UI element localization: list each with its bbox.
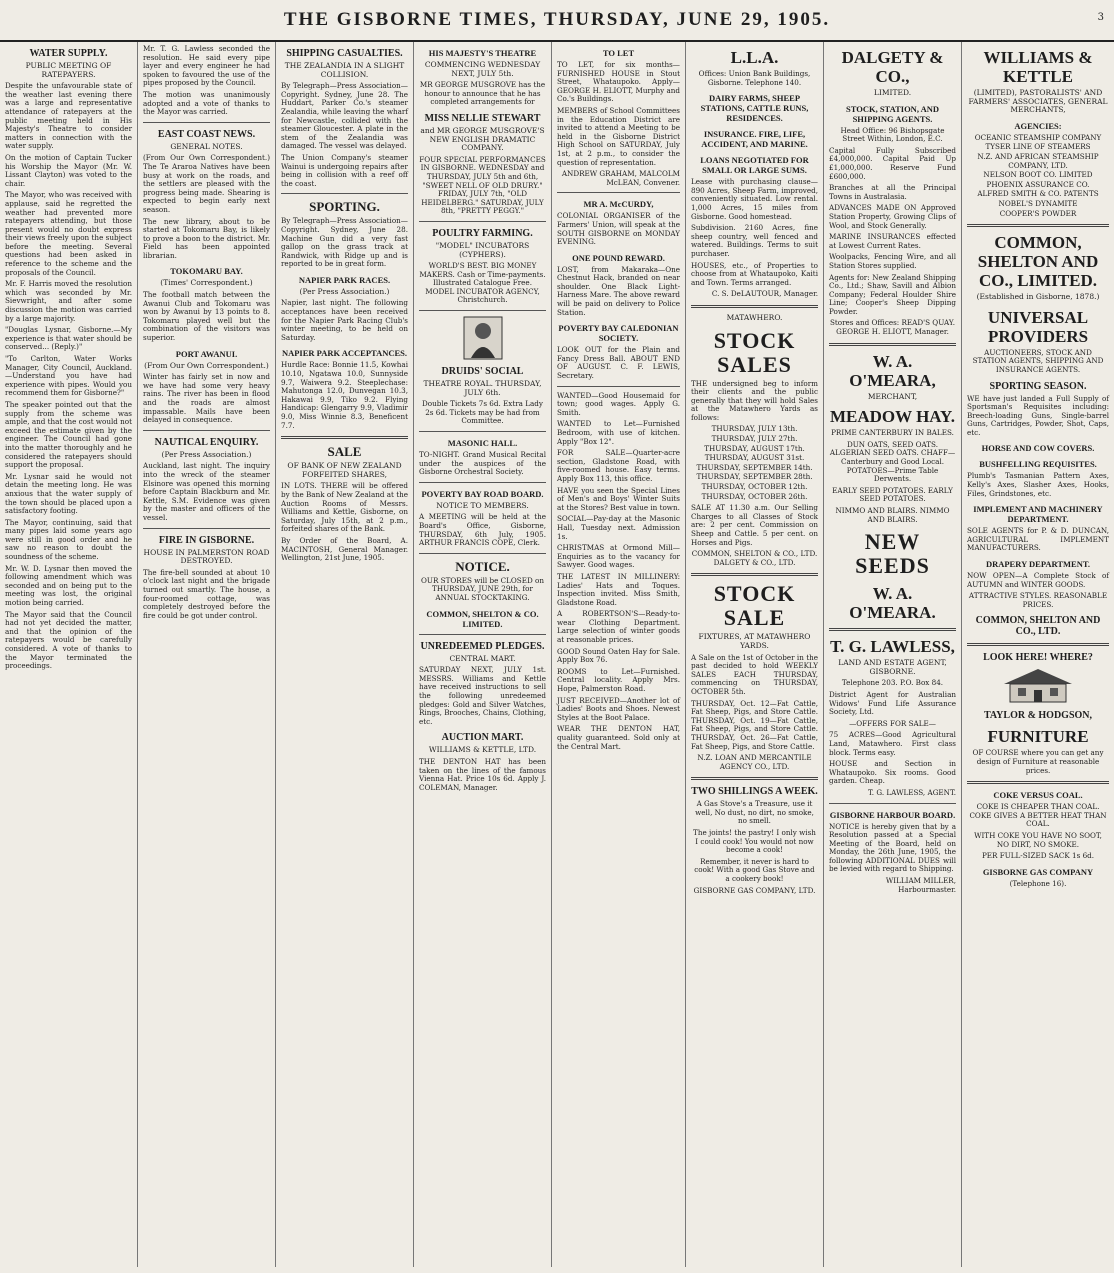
column-2 bbox=[138, 42, 276, 1267]
divider bbox=[557, 386, 680, 387]
divider bbox=[419, 310, 546, 311]
heading-two-shillings: TWO SHILLINGS A WEEK. bbox=[691, 786, 818, 798]
advert-text: COMMON, SHELTON & CO., LTD. DALGETY & CO., LTD. bbox=[691, 549, 818, 567]
advert-text: —OFFERS FOR SALE— bbox=[849, 718, 936, 728]
heading-omeara-2: W. A. O'MEARA. bbox=[849, 584, 936, 623]
subheading-theatre: COMMENCING WEDNESDAY NEXT, JULY 5th. bbox=[424, 60, 541, 78]
advert-text: 75 ACRES—Good Agricultural Land, Matawhero. First class block. Terms easy. bbox=[829, 730, 956, 757]
heading-drapery: DRAPERY DEPARTMENT. bbox=[985, 559, 1091, 570]
advert-text: HOUSE and Section in Whataupoko. Six rooms. Good garden. Cheap. bbox=[829, 759, 956, 786]
column-4 bbox=[414, 42, 552, 1267]
heading-sporting-season: SPORTING SEASON. bbox=[989, 380, 1087, 392]
article-paragraph: The Mayor, continuing, said that many pipes laid some years ago were still in good order and he saw no reason to doubt the soundness of the scheme. bbox=[5, 517, 132, 562]
classified-ad: ROOMS to Let—Furnished. Central locality. Apply Mrs. Hope, Palmerston Road. bbox=[557, 666, 680, 694]
divider bbox=[419, 634, 546, 635]
sale-date-item: THURSDAY, OCTOBER 12th. bbox=[701, 482, 808, 492]
subheading-press-association: (Per Press Association.) bbox=[299, 286, 390, 296]
heading-taylor-hodgson: TAYLOR & HODGSON, bbox=[983, 710, 1093, 722]
sale-date-item: THURSDAY, JULY 13th. bbox=[711, 424, 798, 434]
heading-matawhero: MATAWHERO. bbox=[726, 312, 783, 322]
divider bbox=[829, 803, 956, 804]
heading-look-here: LOOK HERE! WHERE? bbox=[983, 652, 1093, 664]
sale-date-item: THURSDAY, AUGUST 31st. bbox=[704, 453, 805, 463]
heading-shipping-casualties: SHIPPING CASUALTIES. bbox=[286, 48, 403, 59]
heading-meadow-hay: MEADOW HAY. bbox=[829, 407, 955, 427]
sale-date-item: THURSDAY, AUGUST 17th. bbox=[704, 443, 805, 453]
advert-text: District Agent for Australian Widows' Fund Life Assurance Society, Ltd. bbox=[829, 689, 956, 717]
advert-text: OUR STORES will be CLOSED on THURSDAY, JUNE 29th, for ANNUAL STOCKTAKING. bbox=[421, 575, 544, 602]
advert-text: NOTICE is hereby given that by a Resolution passed at a Special Meeting of the Board, held on Monday, the 26th June, 1905, the following ADDITIONAL DUES will be levied with regard to Shipping. bbox=[829, 821, 956, 874]
article-paragraph: (From Our Own Correspondent.) The Te Araroa Natives have been busy at work on the roads, and the settlers are pleased with the progress being made. Shearing is expected to begin early next season. bbox=[143, 153, 270, 214]
heading-east-coast-news: EAST COAST NEWS. bbox=[157, 128, 256, 140]
heading-implement: IMPLEMENT AND MACHINERY DEPARTMENT. bbox=[973, 504, 1103, 525]
divider bbox=[829, 628, 956, 631]
advert-text: HOUSES, etc., of Properties to choose from at Whataupoko, Kaiti and Town. Terms arranged. bbox=[691, 260, 818, 287]
sale-date-item: THURSDAY, JULY 27th. bbox=[711, 434, 798, 444]
advert-text: WORLD'S BEST. BIG MONEY MAKERS. Cash or Time-payments. Illustrated Catalogue Free. MODEL INCUBATOR AGENCY, Christchurch. bbox=[419, 261, 546, 305]
classified-ad: WANTED to Let—Furnished Bedroom, with use of kitchen. Apply "Box 12". bbox=[557, 419, 680, 446]
article-paragraph: Mr. T. G. Lawless seconded the resolution. He said every pipe layer and every engineer he had spoken to favoured the use of the pipes proposed by the Council. bbox=[143, 44, 270, 88]
divider bbox=[967, 781, 1109, 784]
advert-text: Capital Fully Subscribed £4,000,000. Capital Paid Up £1,000,000. Reserve Fund £600,000. bbox=[829, 145, 956, 181]
subheading-lawless: LAND AND ESTATE AGENT, GISBORNE. bbox=[838, 658, 947, 676]
article-paragraph: Despite the unfavourable state of the weather last evening there was a large and representative attendance of ratepayers at the public meeting held in His Majesty's Theatre to consider matters in connection with the water supply. bbox=[5, 81, 132, 151]
article-paragraph: By Telegraph—Press Association—Copyright. Sydney, June 28. Machine Gun did a very fast gallop on the grass track at Randwick, with Ridge up and is reported to be in great form. bbox=[281, 216, 408, 269]
heading-dalgety: DALGETY & CO., bbox=[841, 48, 944, 86]
advert-text: NIMMO AND BLAIRS. NIMMO AND BLAIRS. bbox=[835, 506, 950, 524]
divider bbox=[143, 430, 270, 431]
advert-text: PRIME CANTERBURY IN BALES. bbox=[831, 428, 954, 438]
heading-agencies: AGENCIES: bbox=[1014, 120, 1062, 131]
article-paragraph: "Douglas Lysnar, Gisborne.—My experience is that water should be conserved... (Reply.)" bbox=[5, 325, 132, 352]
heading-dairy-farms: DAIRY FARMS, SHEEP STATIONS, CATTLE RUNS, RESIDENCES. bbox=[700, 93, 809, 124]
advert-text: THE DENTON HAT has been taken on the lines of the famous Vienna Hat. Price 10s 6d. Apply J. COLEMAN, Manager. bbox=[419, 756, 546, 792]
heading-stock-sale: STOCK SALE bbox=[713, 581, 796, 631]
advert-text: N.Z. LOAN AND MERCANTILE AGENCY CO., LTD. bbox=[697, 753, 812, 771]
subheading-fixtures: FIXTURES, AT MATAWHERO YARDS. bbox=[698, 632, 811, 650]
heading-coke-versus-coal: COKE VERSUS COAL. bbox=[993, 790, 1083, 801]
article-paragraph: Mr. W. D. Lysnar then moved the following amendment which was seconded and on being put to the meeting was lost, the original motion being carried. bbox=[5, 563, 132, 608]
advert-text: Agents for: New Zealand Shipping Co., Ltd.; Shaw, Savill and Albion Company; Federal Houlder Shire Line; Cooper's Sheep Dipping Powder. bbox=[829, 272, 956, 316]
subheading-press-association: (Per Press Association.) bbox=[161, 449, 252, 459]
sale-date-item: THURSDAY, SEPTEMBER 14th. bbox=[696, 462, 813, 472]
divider bbox=[419, 482, 546, 483]
agency-item: TYSER LINE OF STEAMERS bbox=[985, 142, 1091, 152]
subheading-fire: HOUSE IN PALMERSTON ROAD DESTROYED. bbox=[143, 547, 270, 566]
classified-ad: CHRISTMAS at Ormond Mill—Enquiries as to the vacancy for Sawyer. Good wages. bbox=[557, 543, 680, 570]
advert-text: Double Tickets 7s 6d. Extra Lady 2s 6d. Tickets may be had from Committee. bbox=[422, 399, 543, 426]
agency-item: N.Z. AND AFRICAN STEAMSHIP COMPANY, LTD. bbox=[977, 151, 1099, 170]
advert-text: WILLIAM MILLER, Harbourmaster. bbox=[885, 876, 956, 894]
subheading-merchant: MERCHANT, bbox=[867, 391, 918, 401]
divider bbox=[419, 553, 546, 554]
advert-text: NOW OPEN—A Complete Stock of AUTUMN and WINTER GOODS. bbox=[967, 571, 1109, 589]
advert-text: THE undersigned beg to inform their clients and the public generally that they will hold Sales at the Matawhero Yards as follows: bbox=[691, 378, 818, 422]
heading-furniture: FURNITURE bbox=[987, 727, 1089, 747]
heading-port-awanui: PORT AWANUI. bbox=[175, 348, 238, 359]
divider bbox=[967, 643, 1109, 646]
heading-common-shelton: COMMON, SHELTON & CO. LIMITED. bbox=[426, 608, 539, 629]
advert-text: EARLY SEED POTATOES. EARLY SEED POTATOES. bbox=[832, 485, 953, 504]
article-paragraph: The Mayor, who was received with applause, said he regretted the weather had prevented more ratepayers attending, but those present would no doubt express their views freely upon the subject before the meeting. Several questions had been asked in reference to the scheme and the proposals of the Council. bbox=[5, 190, 132, 277]
druid-portrait-illustration bbox=[463, 316, 503, 360]
advert-text: SATURDAY NEXT, JULY 1st. MESSRS. Williams and Kettle have received instructions to sell the following unredeemed pledges: Gold and Silver Watches, Rings, Brooches, Chains, Clothing, etc. bbox=[419, 665, 546, 726]
article-paragraph: Hurdle Race: Bonnie 11.5, Kowhai 10.10, Ngatawa 10.0, Sunnyside 9.7, Waiwera 9.2. Steeplechase: Mahutonga 12.0, Dunvegan 10.3, Hakawai 9.9, Tiko 9.2. Flying Handicap: Glengarry 9.9, Vladimir 9.0, Miss Winnie 8.3, Beneficent 7.7. bbox=[281, 360, 408, 430]
advert-text: Woolpacks, Fencing Wire, and all Station Stores supplied. bbox=[829, 252, 956, 270]
agency-item: PHOENIX ASSURANCE CO. bbox=[986, 179, 1090, 189]
advert-text: (Telephone 16). bbox=[1009, 878, 1067, 888]
advert-text: MARINE INSURANCES effected at Lowest Current Rates. bbox=[829, 232, 956, 250]
agency-item: ALFRED SMITH & CO. PATENTS bbox=[977, 189, 1099, 199]
article-paragraph: Napier, last night. The following acceptances have been received for the Napier Park Racing Club's winter meeting, to be held on Saturday. bbox=[281, 298, 408, 342]
heading-druids-social: DRUIDS' SOCIAL bbox=[441, 366, 524, 378]
article-paragraph: On the motion of Captain Tucker his Worship the Mayor (Mr. W. Lissant Clayton) was voted to the chair. bbox=[5, 152, 132, 188]
heading-sale: SALE bbox=[327, 444, 362, 460]
advert-text: Plumb's Tasmanian Pattern Axes, Kelly's Axes, Slasher Axes, Hooks, Files, Grindstones, etc. bbox=[967, 471, 1109, 498]
agency-item: COOPER'S POWDER bbox=[999, 208, 1077, 218]
sale-dates-list bbox=[691, 425, 818, 501]
heading-to-let: TO LET bbox=[602, 48, 635, 58]
subheading-druids: THEATRE ROYAL. THURSDAY, JULY 6th. bbox=[423, 379, 542, 397]
advert-text: C. S. DeLAUTOUR, Manager. bbox=[711, 289, 818, 299]
heading-horse-covers: HORSE AND COW COVERS. bbox=[981, 443, 1095, 454]
heading-dalgety-agents: STOCK, STATION, AND SHIPPING AGENTS. bbox=[845, 103, 940, 124]
classified-ad: LOOK OUT for the Plain and Fancy Dress Ball. ABOUT END OF AUGUST. C. F. LEWIS, Secretary. bbox=[557, 345, 680, 381]
advert-text: SALE AT 11.30 a.m. Our Selling Charges to all Classes of Stock are: 2 per cent. Commission on Sheep and Cattle. 5 per cent. on Horses and Pigs. bbox=[691, 503, 818, 547]
subheading-incubators: "MODEL" INCUBATORS (CYPHERS). bbox=[435, 240, 530, 259]
article-paragraph: Mr. F. Harris moved the resolution which was seconded by Mr. Sievwright, and after some discussion the motion was carried by a large majority. bbox=[5, 279, 132, 323]
divider bbox=[967, 224, 1109, 227]
subheading-company: and MR GEORGE MUSGROVE'S NEW ENGLISH DRAMATIC COMPANY. bbox=[420, 125, 545, 153]
advert-text: Telephone 203. P.O. Box 84. bbox=[841, 678, 944, 688]
heading-reward: ONE POUND REWARD. bbox=[572, 252, 665, 263]
subheading-zealandia: THE ZEALANDIA IN A SLIGHT COLLISION. bbox=[284, 61, 405, 79]
advert-text: Head Office: 96 Bishopsgate Street Within, London, E.C. bbox=[840, 125, 945, 144]
divider bbox=[557, 192, 680, 193]
advert-text: A Sale on the 1st of October in the past decided to hold WEEKLY SALES EACH THURSDAY, commencing on THURSDAY, OCTOBER 5th. bbox=[691, 652, 818, 696]
article-paragraph: The Union Company's steamer Wainui is undergoing repairs after being in collision with a reef off the coast. bbox=[281, 152, 408, 188]
classified-ad: TO LET, for six months—FURNISHED HOUSE in Stout Street, Whataupoko. Apply—GEORGE H. ELIOTT, Murphy and Co.'s Buildings. bbox=[557, 60, 680, 104]
column-6 bbox=[686, 42, 824, 1267]
column-5 bbox=[552, 42, 686, 1267]
advert-text: Lease with purchasing clause—890 Acres, Sheep Farm, improved, conveniently situated. Low rental. 1,000 Acres, 15 miles from Gisborne. Good homestead. bbox=[691, 177, 818, 221]
subheading-correspondent: (Times' Correspondent.) bbox=[160, 278, 253, 288]
advert-text: Subdivision. 2160 Acres, fine sheep country, well fenced and watered. Buildings. Terms to suit purchaser. bbox=[691, 223, 818, 258]
heading-lawless: T. G. LAWLESS, bbox=[830, 637, 955, 657]
heading-caledonian: POVERTY BAY CALEDONIAN SOCIETY. bbox=[558, 323, 679, 344]
heading-unredeemed-pledges: UNREDEEMED PLEDGES. bbox=[420, 640, 545, 652]
heading-tokomaru-bay: TOKOMARU BAY. bbox=[170, 266, 243, 277]
advert-text: Branches at all the Principal Towns in Australasia. bbox=[829, 183, 956, 201]
classified-ad: GOOD Sound Oaten Hay for Sale. Apply Box 76. bbox=[557, 646, 680, 665]
advert-text: OF COURSE where you can get any design of Furniture at reasonable prices. bbox=[972, 748, 1104, 775]
advert-text: Remember, it never is hard to cook! With a good Gas Stove and a cookery book! bbox=[694, 856, 815, 884]
agency-item: NELSON BOOT CO. LIMITED bbox=[983, 170, 1093, 180]
advert-text: Stores and Offices: READ'S QUAY. GEORGE H. ELIOTT, Manager. bbox=[829, 318, 956, 337]
advert-text: THURSDAY, Oct. 12—Fat Cattle, Fat Sheep, Pigs, and Store Cattle. THURSDAY, Oct. 19—Fat Cattle, Fat Sheep, Pigs, and Store Cattle. THURSDAY, Oct. 26—Fat Cattle, Fat Sheep, Pigs, and Store Cattle. bbox=[691, 698, 818, 751]
sale-date-item: THURSDAY, OCTOBER 26th. bbox=[701, 491, 808, 501]
article-paragraph: By Order of the Board, A. MACINTOSH, General Manager. Wellington, 21st June, 1905. bbox=[281, 535, 408, 563]
article-paragraph: "To Carlton, Water Works Manager, City Council, Auckland.—Understand you have had experience with pipes. Would you recommend them for Gisborne?" bbox=[5, 354, 132, 398]
advert-text: TO-NIGHT. Grand Musical Recital under the auspices of the Gisborne Orchestral Society. bbox=[419, 450, 546, 477]
classified-ad: WANTED—Good Housemaid for town; good wages. Apply G. Smith. bbox=[557, 390, 680, 417]
article-paragraph: The Mayor said that the Council had not yet decided the matter, and that the opinion of the ratepayers would be carefully considered. A vote of thanks to the Mayor terminated the proceedings. bbox=[5, 609, 132, 671]
advert-text: GISBORNE GAS COMPANY, LTD. bbox=[693, 885, 816, 895]
advert-text: WITH COKE YOU HAVE NO SOOT, NO DIRT, NO SMOKE. bbox=[974, 830, 1102, 849]
divider bbox=[691, 573, 818, 576]
subheading-general-notes: GENERAL NOTES. bbox=[170, 141, 243, 151]
subheading-road-board: NOTICE TO MEMBERS. bbox=[436, 500, 529, 510]
divider bbox=[419, 221, 546, 222]
heading-napier-acceptances: NAPIER PARK ACCEPTANCES. bbox=[281, 348, 408, 359]
article-paragraph: Auckland, last night. The inquiry into the wreck of the steamer Elsinore was opened this morning before Captain Blackburn and Mr. Kettle, S.M. Evidence was given by the master and officers of the vessel. bbox=[143, 461, 270, 522]
advert-text: MR GEORGE MUSGROVE has the honour to announce that he has completed arrangements for bbox=[419, 80, 546, 107]
heading-water-supply: WATER SUPPLY. bbox=[29, 48, 108, 59]
heading-stock-sales: STOCK SALES bbox=[713, 327, 796, 377]
heading-napier-races: NAPIER PARK RACES. bbox=[298, 274, 391, 285]
column-7 bbox=[824, 42, 962, 1267]
advert-text: Offices: Union Bank Buildings, Gisborne. Telephone 140. bbox=[698, 69, 811, 87]
heading-nautical-enquiry: NAUTICAL ENQUIRY. bbox=[154, 436, 259, 448]
advert-text: ADVANCES MADE ON Approved Station Property, Growing Clips of Wool, and Stock Generally. bbox=[829, 203, 956, 230]
divider bbox=[281, 436, 408, 439]
classified-ad: THE LATEST IN MILLINERY: Ladies' Hats and Toques. Inspection invited. Miss Smith, Gladstone Road. bbox=[557, 571, 680, 607]
divider bbox=[143, 122, 270, 123]
classified-ad: COLONIAL ORGANISER of the Farmers' Union, will speak at the SOUTH GISBORNE on MONDAY EVENING. bbox=[557, 211, 680, 247]
heading-harbour-board: GISBORNE HARBOUR BOARD. bbox=[829, 809, 956, 820]
heading-bushfelling: BUSHFELLING REQUISITES. bbox=[979, 459, 1097, 470]
heading-loans: LOANS NEGOTIATED FOR SMALL OR LARGE SUMS. bbox=[700, 155, 809, 176]
column-1 bbox=[0, 42, 138, 1267]
article-paragraph: The new library, about to be started at Tokomaru Bay, is likely to prove a boon to the district. Mr. Field has been appointed librarian. bbox=[143, 216, 270, 260]
masthead bbox=[0, 0, 1114, 42]
classified-ad: WEAR THE DENTON HAT, quality guaranteed. Sold only at the Central Mart. bbox=[557, 724, 680, 751]
subheading-correspondent: (From Our Own Correspondent.) bbox=[144, 360, 269, 370]
classified-ad: ANDREW GRAHAM, MALCOLM McLEAN, Convener. bbox=[561, 169, 680, 187]
column-8 bbox=[962, 42, 1114, 1267]
article-paragraph: The speaker pointed out that the supply from the scheme was ample, and that the cost would not exceed the estimate given by the engineer. The Council had gone into the matter thoroughly and he considered the ratepayers should support the proposal. bbox=[5, 399, 133, 470]
article-paragraph: Winter has fairly set in now and we have had some very heavy rains. The river has been in flood and the roads are almost impassable. Mails have been delayed in consequence. bbox=[143, 372, 270, 425]
agencies-list bbox=[967, 134, 1109, 218]
heading-mccurdy: MR A. McCURDY, bbox=[583, 199, 654, 210]
article-paragraph: Mr. Lysnar said he would not detain the meeting long. He was anxious that the water supply of the town should be placed upon a satisfactory footing. bbox=[5, 471, 132, 516]
divider bbox=[691, 777, 818, 780]
heading-theatre: HIS MAJESTY'S THEATRE bbox=[428, 48, 537, 58]
agency-item: OCEANIC STEAMSHIP COMPANY bbox=[974, 132, 1102, 142]
advert-text: A Gas Stove's a Treasure, use it well, No dust, no dirt, no smoke, no smell. bbox=[695, 799, 814, 826]
heading-nellie-stewart: MISS NELLIE STEWART bbox=[424, 112, 541, 124]
heading-insurance: INSURANCE. FIRE, LIFE, ACCIDENT, AND MARINE. bbox=[701, 129, 808, 150]
article-paragraph: The football match between the Awanui Club and Tokomaru was won by Awanui by 13 points to 8. Tokomaru played well but the combination of the visitors was superior. bbox=[143, 290, 270, 343]
advert-text: DUN OATS, SEED OATS. ALGERIAN SEED OATS. CHAFF—Canterbury and Good Local. POTATOES—Prime Table Derwents. bbox=[829, 439, 956, 484]
subheading-water-meeting: PUBLIC MEETING OF RATEPAYERS. bbox=[25, 61, 112, 79]
heading-sporting: SPORTING. bbox=[309, 199, 380, 215]
classified-ad: JUST RECEIVED—Another lot of Ladies' Boots and Shoes. Newest Styles at the Boot Palace. bbox=[557, 695, 680, 722]
heading-omeara: W. A. O'MEARA, bbox=[849, 351, 936, 390]
divider bbox=[419, 431, 546, 432]
heading-notice: NOTICE. bbox=[455, 558, 510, 574]
article-paragraph: The motion was unanimously adopted and a vote of thanks to the Mayor was carried. bbox=[143, 89, 270, 117]
heading-road-board: POVERTY BAY ROAD BOARD. bbox=[421, 488, 544, 499]
agency-item: NOBEL'S DYNAMITE bbox=[998, 198, 1078, 208]
divider bbox=[691, 305, 818, 308]
classified-ad: A ROBERTSON'S—Ready-to-wear Clothing Department. Large selection of winter goods at reasonable prices. bbox=[557, 609, 680, 645]
advert-text: COKE IS CHEAPER THAN COAL. COKE GIVES A BETTER HEAT THAN COAL. bbox=[969, 802, 1107, 829]
heading-new-seeds: NEW SEEDS bbox=[855, 529, 930, 579]
heading-common-shelton: COMMON, SHELTON AND CO., LIMITED. bbox=[977, 233, 1099, 291]
classified-ad: LOST, from Makaraka—One Chestnut Hack, branded on near shoulder. One Black Light-Harness Mare. The above reward will be paid on delivery to Police Station. bbox=[557, 264, 680, 317]
advert-text: AUCTIONEERS, STOCK AND STATION AGENTS, SHIPPING AND INSURANCE AGENTS. bbox=[972, 347, 1104, 374]
heading-masonic-hall: MASONIC HALL. bbox=[447, 438, 518, 449]
column-3 bbox=[276, 42, 414, 1267]
classified-ad: FOR SALE—Quarter-acre section, Gladstone Road, with five-roomed house. Easy terms. Apply Box 113, this office. bbox=[557, 448, 680, 483]
subheading-bnz-shares: OF BANK OF NEW ZEALAND FORFEITED SHARES, bbox=[287, 461, 402, 479]
newspaper-title: THE GISBORNE TIMES, THURSDAY, JUNE 29, 1905. bbox=[283, 9, 831, 30]
advert-text: FOUR SPECIAL PERFORMANCES IN GISBORNE. WEDNESDAY and THURSDAY, JULY 5th and 6th, "SWEET NELL OF OLD DRURY." FRIDAY, JULY 7th, "OLD HEIDELBERG." SATURDAY, JULY 8th, "PRETTY PEGGY." bbox=[419, 154, 546, 216]
subheading-established: (Established in Gisborne, 1878.) bbox=[976, 292, 1100, 302]
page-number: 3 bbox=[1097, 12, 1104, 23]
classified-ad: HAVE you seen the Special Lines of Men's and Boys' Winter Suits at the Stores? Best value in town. bbox=[557, 485, 680, 512]
classified-ad: MEMBERS of School Committees in the Education District are invited to attend a Meeting to be held in the Gisborne District High School on SATURDAY, July 1st, at 2 p.m., to consider the question of representation. bbox=[557, 105, 680, 167]
divider bbox=[281, 193, 408, 194]
advert-text: The joints! the pastry! I only wish I could cook! You would not now become a cook! bbox=[693, 828, 816, 855]
divider bbox=[829, 343, 956, 346]
subheading-williams-kettle: WILLIAMS & KETTLE, LTD. bbox=[428, 745, 537, 755]
sale-date-item: THURSDAY, SEPTEMBER 28th. bbox=[696, 472, 813, 482]
article-paragraph: The fire-bell sounded at about 10 o'clock last night and the brigade turned out smartly. The house, a four-roomed cottage, was completely destroyed before the fire could be got under control. bbox=[143, 567, 270, 620]
subheading-central-mart: CENTRAL MART. bbox=[449, 653, 516, 663]
divider bbox=[143, 528, 270, 529]
subheading-williams-kettle: (LIMITED), PASTORALISTS' AND FARMERS' ASSOCIATES, GENERAL MERCHANTS, bbox=[968, 88, 1108, 115]
advert-text: T. G. LAWLESS, AGENT. bbox=[868, 787, 956, 797]
subheading-limited: LIMITED. bbox=[873, 88, 912, 97]
classified-ad: SOCIAL—Pay-day at the Masonic Hall, Tuesday next. Admission 1s. bbox=[557, 514, 680, 541]
heading-universal-providers: UNIVERSAL PROVIDERS bbox=[987, 307, 1089, 346]
heading-common-shelton-2: COMMON, SHELTON AND CO., LTD. bbox=[975, 615, 1101, 638]
advert-text: PER FULL-SIZED SACK 1s 6d. bbox=[981, 851, 1095, 861]
advert-text: SOLE AGENTS for P. & D. DUNCAN, AGRICULTURAL IMPLEMENT MANUFACTURERS. bbox=[967, 526, 1109, 553]
heading-fire: FIRE IN GISBORNE. bbox=[158, 534, 255, 546]
house-illustration bbox=[998, 666, 1078, 704]
advert-text: A MEETING will be held at the Board's Office, Gisborne, THURSDAY, 6th July, 1905. ARTHUR FRANCIS COPE, Clerk. bbox=[419, 512, 546, 548]
article-paragraph: By Telegraph—Press Association—Copyright. Sydney, June 28. The Huddart, Parker Co.'s steamer Zealandia, while leaving the wharf for Newcastle, collided with the steamer Gloucester. A plate in the stem of the Zealandia was damaged. The vessel was delayed. bbox=[281, 81, 408, 151]
heading-williams-kettle: WILLIAMS & KETTLE bbox=[983, 48, 1093, 86]
article-paragraph: IN LOTS. THERE will be offered by the Bank of New Zealand at the Auction Rooms of Messrs. Williams and Kettle, Gisborne, on Saturday, July 15th, at 2 p.m., forfeited shares of the Bank. bbox=[281, 481, 408, 534]
heading-gas-company: GISBORNE GAS COMPANY bbox=[982, 866, 1094, 877]
heading-poultry: POULTRY FARMING. bbox=[432, 227, 533, 239]
heading-lla: L.L.A. bbox=[730, 48, 779, 67]
advert-text: ATTRACTIVE STYLES. REASONABLE PRICES. bbox=[968, 591, 1108, 609]
heading-auction-mart: AUCTION MART. bbox=[441, 732, 524, 744]
advert-text: WE have just landed a Full Supply of Sportsman's Requisites including: Breech-loading Guns, Single-barrel Guns, Cartridges, Powder, Shot, Caps, etc. bbox=[967, 393, 1109, 437]
